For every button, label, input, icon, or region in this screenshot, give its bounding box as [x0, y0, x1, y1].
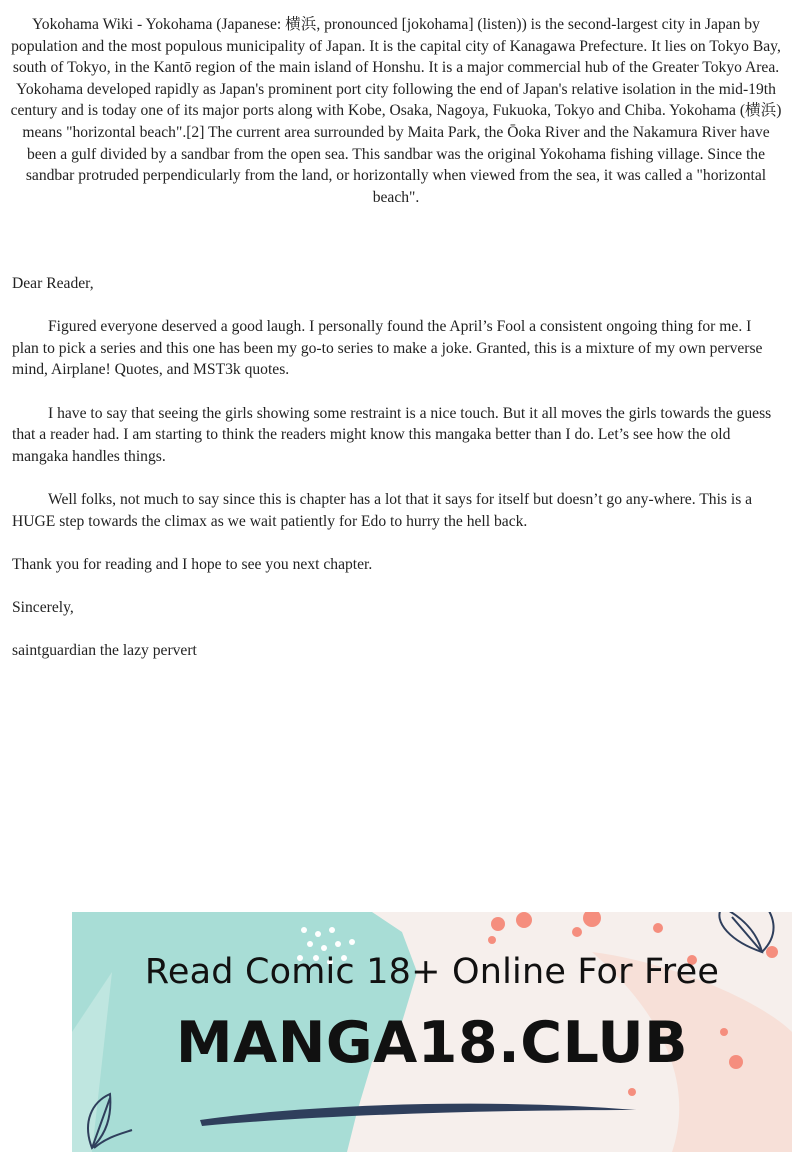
banner-tagline[interactable]: Read Comic 18+ Online For Free	[144, 952, 720, 992]
letter-paragraph: I have to say that seeing the girls showing some restraint is a nice touch. But it all moves the girls towards the guess that a reader had. I am starting to think the readers might know this mangaka better than I do. Let’s see how the old mangaka handles things.	[12, 404, 772, 465]
promo-banner[interactable]	[72, 912, 792, 1152]
letter-closing: Sincerely,	[12, 598, 74, 616]
leaf-icon	[719, 912, 773, 952]
wiki-excerpt: Yokohama Wiki - Yokohama (Japanese: 横浜, pronounced [jokohama] (listen)) is the second-largest city in Japan by population and the most populous municipality of Japan. It is the capital city of Kanagawa Prefecture. It lies on Tokyo Bay, south of Tokyo, in the Kantō region of the main island of Honshu. It is a major commercial hub of the Greater Tokyo Area. Yokohama developed rapidly as Japan's prominent port city following the end of Japan's relative isolation in the mid-19th century and is today one of its major ports along with Kobe, Osaka, Nagoya, Fukuoka, Tokyo and Chiba. Yokohama (横浜) means "horizontal beach".[2] The current area surrounded by Maita Park, the Ōoka River and the Nakamura River have been a gulf divided by a sandbar from the open sea. This sandbar was the original Yokohama fishing village. Since the sandbar protruded perpendicularly from the land, or horizontally when viewed from the sea, it was called a "horizontal beach".	[10, 16, 782, 206]
letter-paragraph: Figured everyone deserved a good laugh. I personally found the April’s Fool a consistent ongoing thing for me. I plan to pick a series and this one has been my go-to series to make a joke. Granted, this is a mixture of my own perverse mind, Airplane! Quotes, and MST3k quotes.	[12, 318, 763, 379]
letter-signature: saintguardian the lazy pervert	[12, 642, 197, 660]
letter-greeting: Dear Reader,	[12, 275, 94, 292]
translator-letter	[12, 273, 780, 683]
banner-site-name[interactable]: MANGA18.CLUB	[175, 1010, 689, 1076]
letter-thanks: Thank you for reading and I hope to see you next chapter.	[12, 555, 373, 573]
letter-paragraph: Well folks, not much to say since this is chapter has a lot that it says for itself but doesn’t go any-where. This is a HUGE step towards the climax as we wait patiently for Edo to hurry the hell back.	[12, 490, 753, 530]
